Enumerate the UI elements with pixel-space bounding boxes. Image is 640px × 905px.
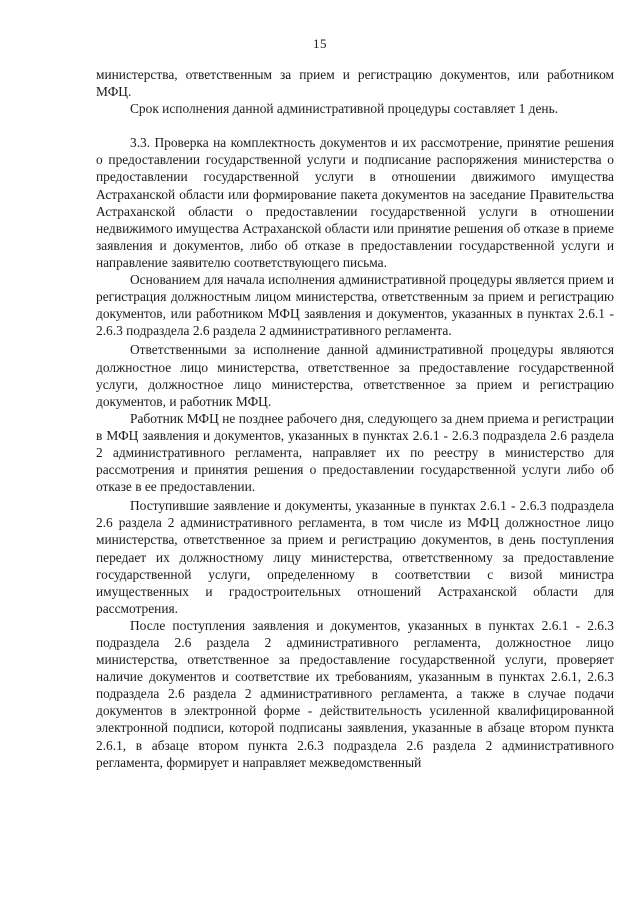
paragraph-deadline: Срок исполнения данной административной процедуры составляет 1 день. xyxy=(130,101,559,117)
page-number: 15 xyxy=(313,36,327,51)
paragraph-responsible: Ответственными за исполнение данной административной процедуры являются должностное лицо министерства, ответственное за предоставление государственной услуги, должностное лицо министерства, ответственное за прием и регистрацию документов, и работник МФЦ. xyxy=(96,342,614,409)
paragraph-section-3-3: 3.3. Проверка на комплектность документов и их рассмотрение, принятие решения о предоставлении государственной услуги и подписание распоряжения министерства о предоставлении государственной услуги в отношении движимого имущества Астраханской области или формирование пакета документов на заседание Правительства Астраханской области о предоставлении государственной услуги в отношении недвижимого имущества Астраханской области или принятие решения об отказе в приеме заявления и документов, либо об отказе в предоставлении государственной услуги и направление заявителю соответствующего письма. xyxy=(96,135,614,270)
paragraph-mfc-worker: Работник МФЦ не позднее рабочего дня, следующего за днем приема и регистрации в МФЦ заявления и документов, указанных в пунктах 2.6.1 - 2.6.3 подраздела 2.6 раздела 2 административного регламента, направляет их по реестру в министерство для рассмотрения и принятия решения о предоставлении государственной услуги либо об отказе в ее предоставлении. xyxy=(96,410,614,495)
paragraph-after-receipt: После поступления заявления и документов, указанных в пунктах 2.6.1 - 2.6.3 подраздела 2.6 раздела 2 административного регламента, должностное лицо министерства, ответственное за предоставление государственной услуги, проверяет наличие документов и соответствие их требованиям, указанным в пунктах 2.6.1, 2.6.3 подраздела 2.6 раздела 2 административного регламента, а также в случае подачи документов в электронной форме - действительность усиленной квалифицированной электронной подписи, которой подписаны заявления, указанные в абзаце втором пункта 2.6.1, в абзаце втором пункта 2.6.3 подраздела 2.6 раздела 2 административного регламента, формирует и направляет межведомственный xyxy=(96,617,614,770)
paragraph-received-documents: Поступившие заявление и документы, указанные в пунктах 2.6.1 - 2.6.3 подраздела 2.6 раздела 2 административного регламента, в том числе из МФЦ должностное лицо министерства, ответственное за прием и регистрацию документов, в день поступления передает их должностному лицу министерства, ответственному за предоставление государственной услуги, определенному в соответствии с визой министра имущественных и градостроительных отношений Астраханской области для рассмотрения. xyxy=(96,498,614,616)
document-body xyxy=(96,66,614,771)
paragraph-continuation: министерства, ответственным за прием и регистрацию документов, или работником МФЦ. xyxy=(96,67,614,100)
paragraph-basis: Основанием для начала исполнения административной процедуры является прием и регистрация должностным лицом министерства, ответственным за прием и регистрацию документов, или работником МФЦ заявления и документов, указанных в пунктах 2.6.1 - 2.6.3 подраздела 2.6 раздела 2 административного регламента. xyxy=(96,272,614,339)
